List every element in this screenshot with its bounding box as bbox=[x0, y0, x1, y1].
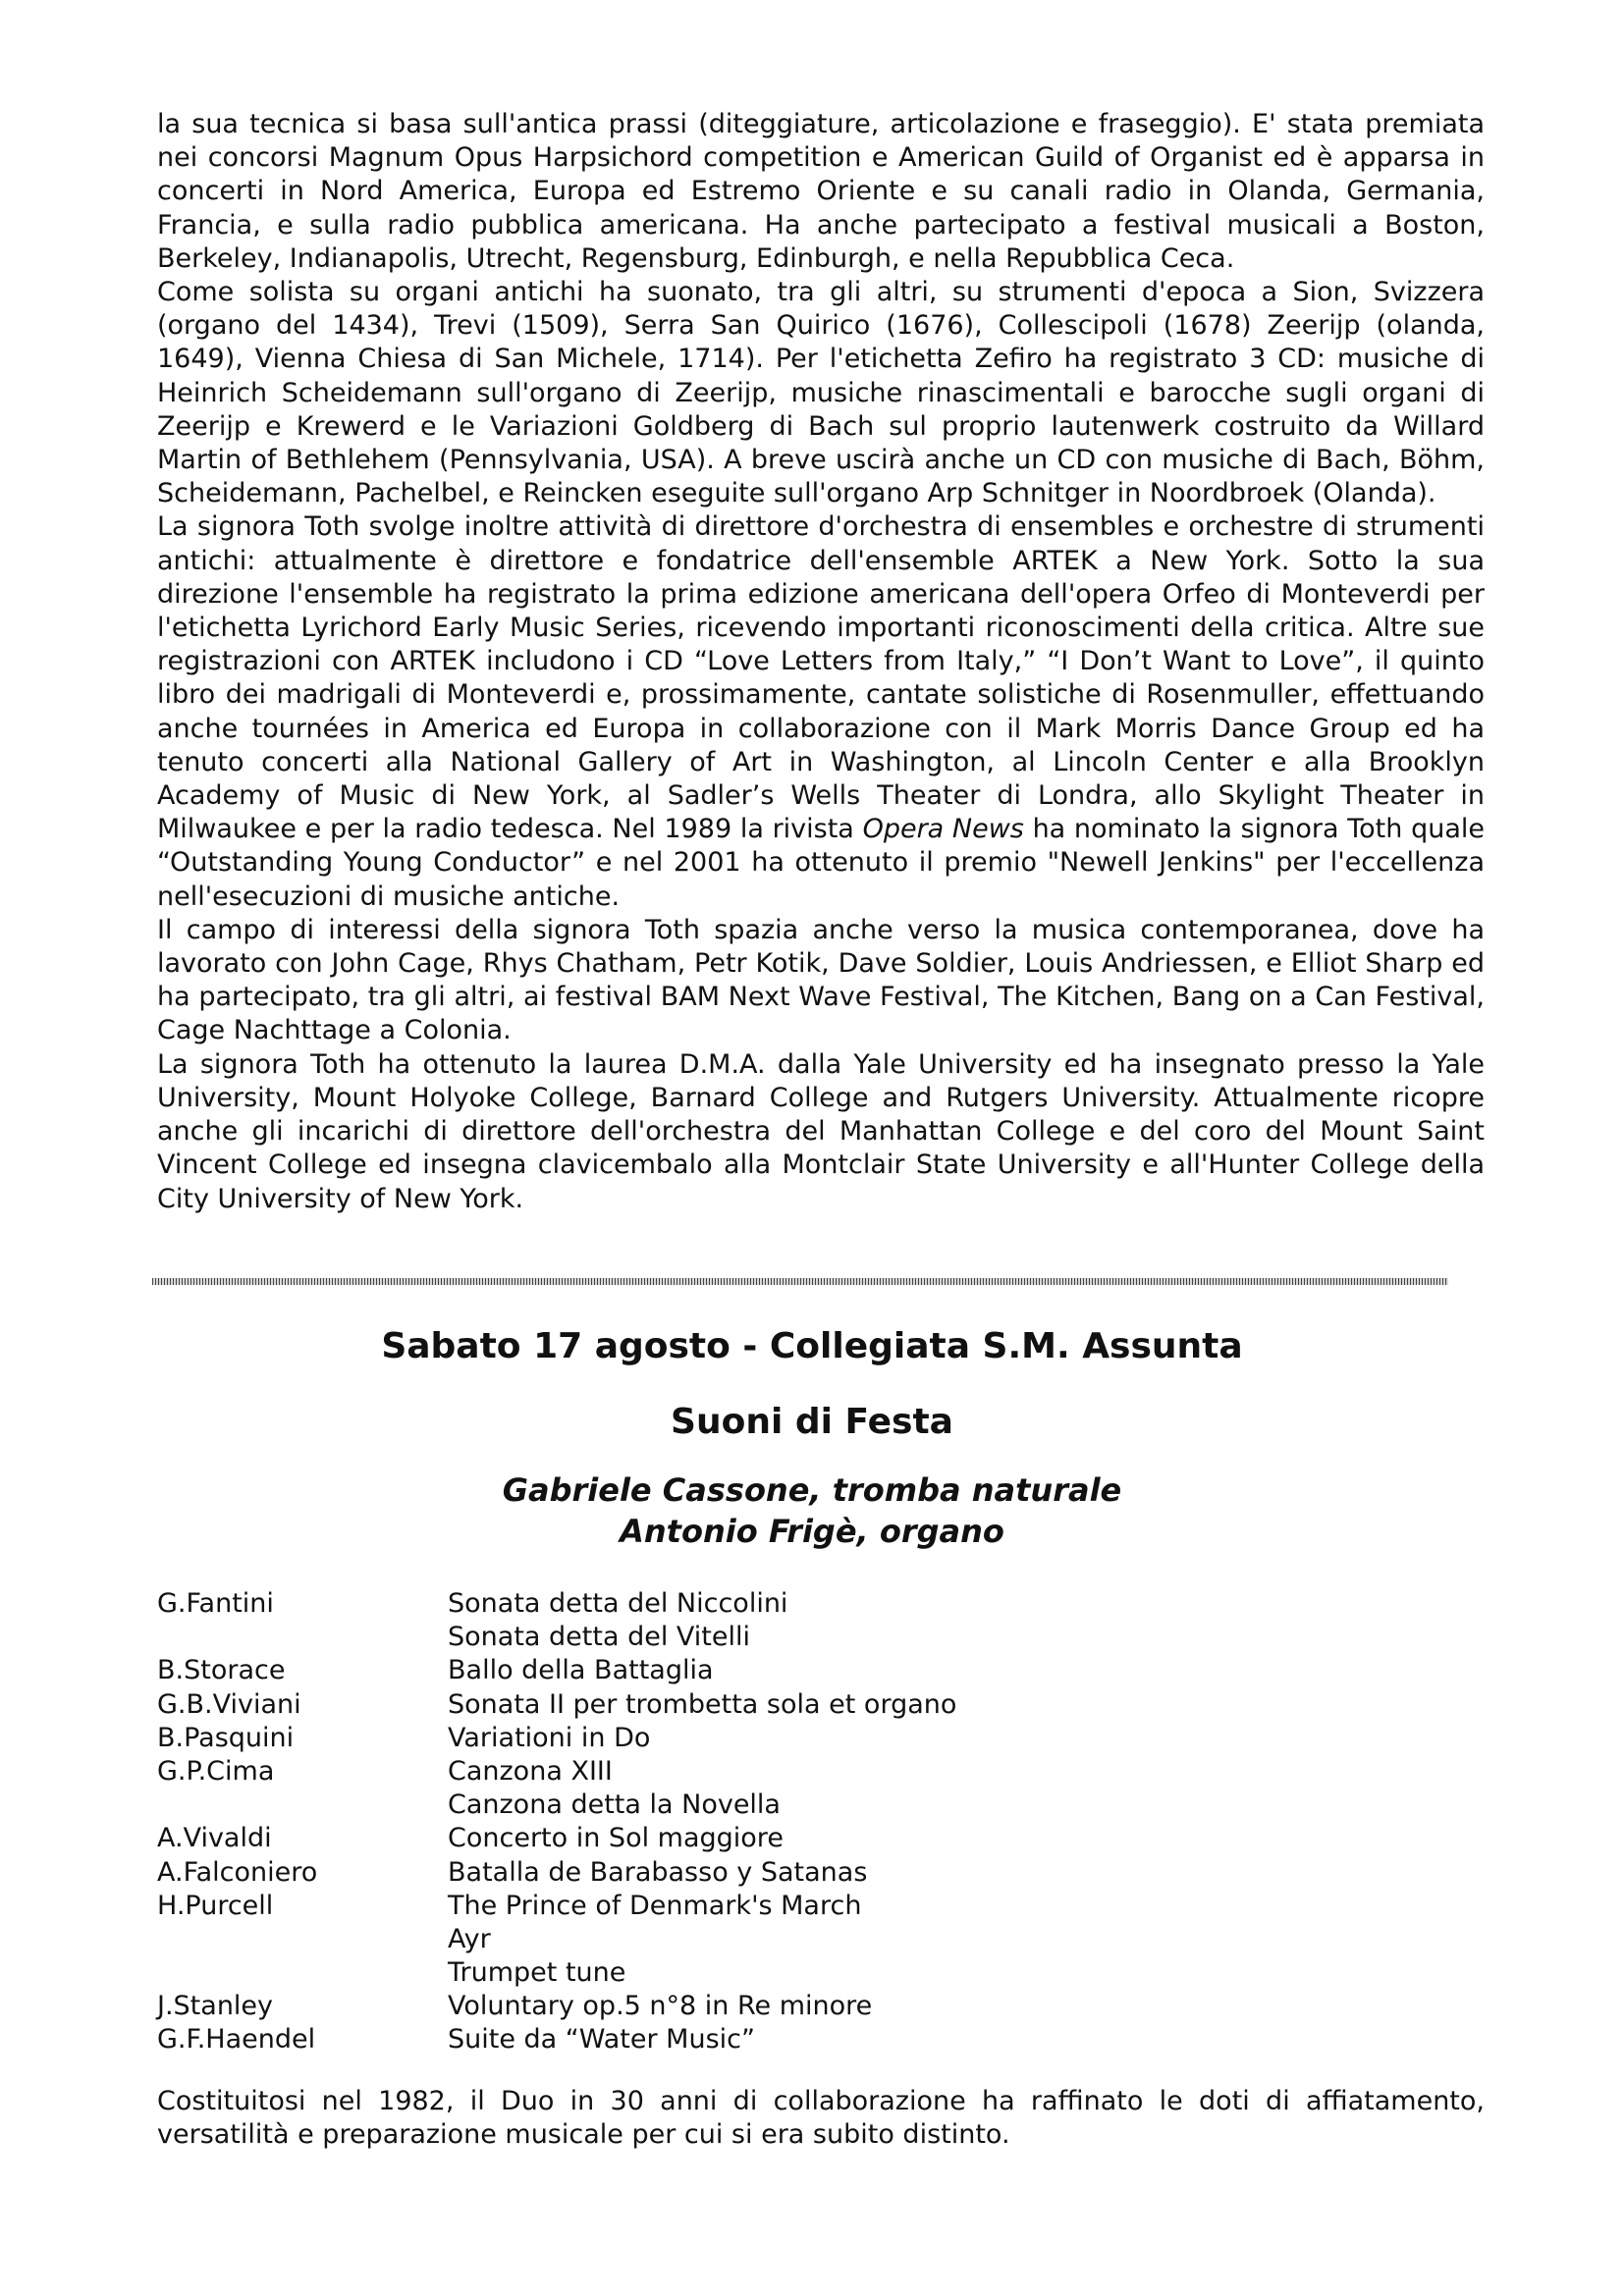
biography-section bbox=[157, 108, 1485, 1216]
program-row bbox=[157, 1722, 1434, 1755]
bio-paragraph-technique: la sua tecnica si basa sull'antica prassi (diteggiature, articolazione e fraseggio). E' stata premiata nei concorsi Magnum Opus Harpsichord competition e American Guild of Organist ed è apparsa in concerti in Nord America, Europa ed Estremo Oriente e su canali radio in Olanda, Germania, Francia, e sulla radio pubblica americana. Ha anche partecipato a festival musicali a Boston, Berkeley, Indianapolis, Utrecht, Regensburg, Edinburgh, e nella Repubblica Ceca. bbox=[157, 109, 1485, 274]
bio-paragraph-conductor bbox=[157, 510, 1485, 913]
program-row bbox=[157, 1890, 1434, 1923]
program-composer: G.F.Haendel bbox=[157, 2024, 316, 2056]
program-work: Sonata detta del Vitelli bbox=[448, 1622, 750, 1653]
program-work: Variationi in Do bbox=[448, 1722, 651, 1753]
performer-organ: Antonio Frigè, organo bbox=[620, 1513, 1004, 1550]
concert-title: Suoni di Festa bbox=[671, 1402, 953, 1442]
program-work: Batalla de Barabasso y Satanas bbox=[448, 1856, 868, 1888]
program-work: Suite da “Water Music” bbox=[448, 2024, 755, 2056]
opera-news-title: Opera News bbox=[862, 814, 1024, 845]
program-work: Ballo della Battaglia bbox=[448, 1655, 714, 1686]
program-composer: G.Fantini bbox=[157, 1588, 274, 1619]
program-row bbox=[157, 1789, 1434, 1822]
program-work: The Prince of Denmark's March bbox=[448, 1890, 862, 1921]
program-work: Sonata detta del Niccolini bbox=[448, 1588, 788, 1619]
bio-paragraph-organs: Come solista su organi antichi ha suonato, tra gli altri, su strumenti d'epoca a Sion, Svizzera (organo del 1434), Trevi (1509), Serra San Quirico (1676), Collescipoli (1678) Zeerijp (olanda, 1649), Vienna Chiesa di San Michele, 1714). Per l'etichetta Zefiro ha registrato 3 CD: musiche di Heinrich Scheidemann sull'organo di Zeerijp, musiche rinascimentali e barocche sugli organi di Zeerijp e Krewerd e le Variazioni Goldberg di Bach sul proprio lautenwerk costruito da Willard Martin of Bethlehem (Pennsylvania, USA). A breve uscirà anche un CD con musiche di Bach, Böhm, Scheidemann, Pachelbel, e Reincken eseguite sull'organo Arp Schnitger in Noordbroek (Olanda). bbox=[157, 277, 1485, 509]
program-composer: G.P.Cima bbox=[157, 1755, 275, 1787]
performer-trumpet: Gabriele Cassone, tromba naturale bbox=[502, 1471, 1122, 1509]
program-row bbox=[157, 1654, 1434, 1687]
program-work: Ayr bbox=[448, 1923, 491, 1954]
program-row bbox=[157, 1822, 1434, 1855]
program-composer: B.Storace bbox=[157, 1655, 286, 1686]
program-row bbox=[157, 1923, 1434, 1956]
program-composer bbox=[157, 1956, 448, 1990]
bio-paragraph-conductor-text-end: ha nominato la signora Toth quale “Outstanding Young Conductor” e nel 2001 ha ottenuto il premio "Newell Jenkins" per l'eccellenza nell'esecuzioni di musiche antiche. bbox=[157, 814, 1485, 912]
performers-block bbox=[0, 1469, 1624, 1552]
concert-date-venue: Sabato 17 agosto - Collegiata S.M. Assunta bbox=[381, 1326, 1243, 1366]
program-row bbox=[157, 2023, 1434, 2056]
program-row bbox=[157, 1587, 1434, 1621]
program-composer bbox=[157, 1923, 448, 1956]
program-list bbox=[157, 1587, 1434, 2057]
program-composer: A.Vivaldi bbox=[157, 1823, 272, 1854]
program-work: Voluntary op.5 n°8 in Re minore bbox=[448, 1991, 873, 2022]
bio-paragraph-conductor-text: La signora Toth svolge inoltre attività di direttore d'orchestra di ensembles e orchestre di strumenti antichi: attualmente è direttore e fondatrice dell'ensemble ARTEK a New York. Sotto la sua direzione l'ensemble ha registrato la prima edizione americana dell'opera Orfeo di Monteverdi per l'etichetta Lyrichord Early Music Series, ricevendo importanti riconoscimenti della critica. Altre sue registrazioni con ARTEK includono i CD “Love Letters from Italy,” “I Don’t Want to Love”, il quinto libro dei madrigali di Monteverdi e, prossimamente, cantate solistiche di Rosenmuller, effettuando anche tournées in America ed Europa in collaborazione con il Mark Morris Dance Group ed ha tenuto concerti alla National Gallery of Art in Washington, al Lincoln Center e alla Brooklyn Academy of Music di New York, al Sadler’s Wells Theater di Londra, allo Skylight Theater in Milwaukee e per la radio tedesca. Nel 1989 la rivista bbox=[157, 511, 1485, 845]
section-divider bbox=[152, 1278, 1448, 1285]
program-composer: A.Falconiero bbox=[157, 1856, 318, 1888]
duo-description: Costituitosi nel 1982, il Duo in 30 anni di collaborazione ha raffinato le doti di affiatamento, versatilità e preparazione musicale per cui si era subito distinto. bbox=[157, 2086, 1485, 2151]
program-row bbox=[157, 1688, 1434, 1722]
program-work: Canzona XIII bbox=[448, 1755, 613, 1787]
program-composer: H.Purcell bbox=[157, 1890, 274, 1921]
bio-paragraph-education: La signora Toth ha ottenuto la laurea D.M.A. dalla Yale University ed ha insegnato presso la Yale University, Mount Holyoke College, Barnard College and Rutgers University. Attualmente ricopre anche gli incarichi di direttore dell'orchestra del Manhattan College e del coro del Mount Saint Vincent College ed insegna clavicembalo alla Montclair State University e all'Hunter College della City University of New York. bbox=[157, 1048, 1485, 1214]
program-work: Sonata II per trombetta sola et organo bbox=[448, 1688, 957, 1720]
program-composer: J.Stanley bbox=[157, 1991, 274, 2022]
program-row bbox=[157, 1856, 1434, 1890]
program-row bbox=[157, 1621, 1434, 1654]
program-row bbox=[157, 1956, 1434, 1990]
program-composer bbox=[157, 1789, 448, 1822]
program-row bbox=[157, 1990, 1434, 2023]
program-row bbox=[157, 1755, 1434, 1789]
program-work: Canzona detta la Novella bbox=[448, 1789, 781, 1821]
program-composer: B.Pasquini bbox=[157, 1722, 295, 1753]
bio-paragraph-contemporary: Il campo di interessi della signora Toth spazia anche verso la musica contemporanea, dove ha lavorato con John Cage, Rhys Chatham, Petr Kotik, Dave Soldier, Louis Andriessen, e Elliot Sharp ed ha partecipato, tra gli altri, ai festival BAM Next Wave Festival, The Kitchen, Bang on a Can Festival, Cage Nachttage a Colonia. bbox=[157, 914, 1485, 1046]
program-composer: G.B.Viviani bbox=[157, 1688, 301, 1720]
program-composer bbox=[157, 1621, 448, 1654]
program-work: Trumpet tune bbox=[448, 1957, 626, 1989]
program-work: Concerto in Sol maggiore bbox=[448, 1823, 784, 1854]
